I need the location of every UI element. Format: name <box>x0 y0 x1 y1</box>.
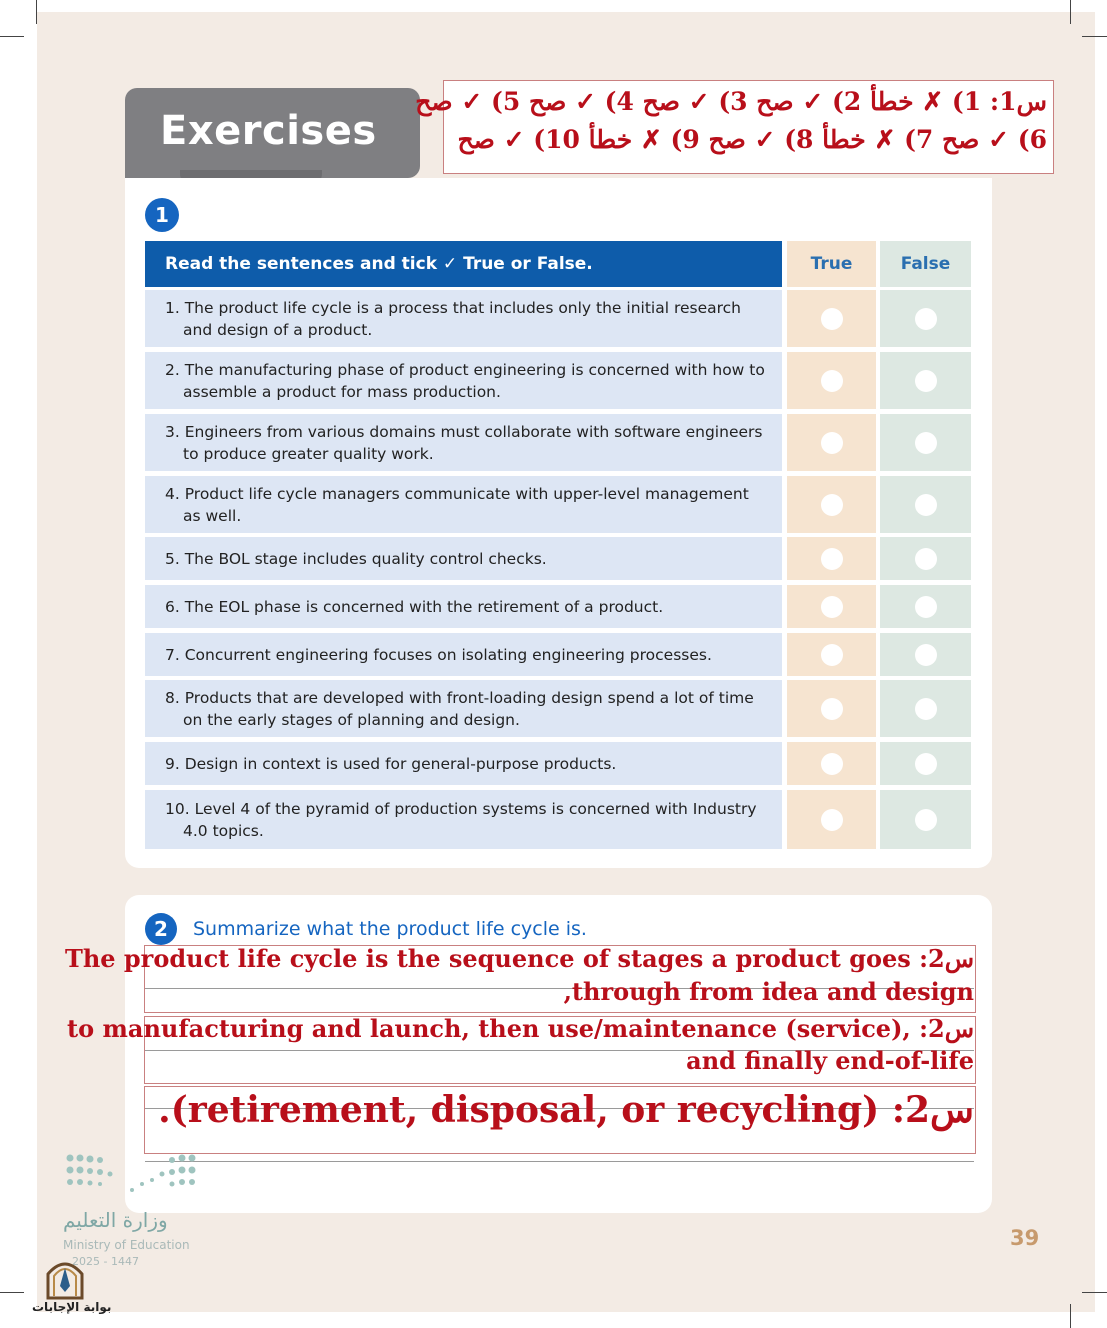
true-radio[interactable] <box>821 432 843 454</box>
true-radio[interactable] <box>821 698 843 720</box>
statement-row <box>145 680 782 737</box>
statement-row <box>145 537 782 580</box>
false-column-header: False <box>880 241 971 287</box>
answer-line: and finally end-of-life <box>686 1046 974 1075</box>
true-radio[interactable] <box>821 644 843 666</box>
ministry-name-ar: وزارة التعليم <box>63 1208 168 1232</box>
false-radio[interactable] <box>915 753 937 775</box>
statement-row <box>145 476 782 533</box>
false-cell <box>880 290 971 347</box>
statement-text: 4. Product life cycle managers communicate with upper-level management as well. <box>165 484 749 525</box>
ministry-years: 2025 - 1447 <box>72 1255 139 1268</box>
false-radio[interactable] <box>915 308 937 330</box>
true-cell <box>787 680 876 737</box>
true-cell <box>787 585 876 628</box>
statement-row <box>145 585 782 628</box>
true-radio[interactable] <box>821 548 843 570</box>
true-cell <box>787 790 876 849</box>
false-radio[interactable] <box>915 370 937 392</box>
false-cell <box>880 633 971 676</box>
answer-line: ,through from idea and design <box>563 977 974 1006</box>
portal-logo-icon <box>44 1256 86 1300</box>
answer-line: The product life cycle is the sequence of stages a product goes :س2 <box>64 944 974 973</box>
false-cell <box>880 537 971 580</box>
answer-line: to manufacturing and launch, then use/maintenance (service), :س2 <box>67 1014 974 1043</box>
statement-text: 6. The EOL phase is concerned with the retirement of a product. <box>165 597 664 616</box>
page-number: 39 <box>1010 1226 1040 1250</box>
writing-line <box>145 1161 974 1162</box>
crop-mark <box>1082 36 1107 37</box>
statement-row <box>145 633 782 676</box>
statement-text: 5. The BOL stage includes quality control checks. <box>165 549 547 568</box>
false-cell <box>880 680 971 737</box>
crop-mark <box>1082 1292 1107 1293</box>
exercise-number-badge: 1 <box>145 198 179 232</box>
section-title: Exercises <box>160 108 377 154</box>
statement-text: 10. Level 4 of the pyramid of production systems is concerned with Industry 4.0 topics. <box>165 799 757 840</box>
true-radio[interactable] <box>821 494 843 516</box>
crop-mark <box>0 1292 24 1293</box>
exercise-number-badge: 2 <box>145 913 177 945</box>
statement-text: 2. The manufacturing phase of product engineering is concerned with how to assemble a product for mass production. <box>165 360 765 401</box>
statement-row <box>145 352 782 409</box>
statement-text: 1. The product life cycle is a process that includes only the initial research and design of a product. <box>165 298 742 339</box>
statement-text: 3. Engineers from various domains must collaborate with software engineers to produce greater quality work. <box>165 422 763 463</box>
false-cell <box>880 476 971 533</box>
false-cell <box>880 585 971 628</box>
true-column-header: True <box>787 241 876 287</box>
true-cell <box>787 290 876 347</box>
false-radio[interactable] <box>915 548 937 570</box>
crop-mark <box>1070 0 1071 24</box>
false-cell <box>880 414 971 471</box>
true-radio[interactable] <box>821 596 843 618</box>
false-cell <box>880 742 971 785</box>
true-radio[interactable] <box>821 753 843 775</box>
statement-row <box>145 414 782 471</box>
false-radio[interactable] <box>915 644 937 666</box>
ministry-name-en: Ministry of Education <box>63 1238 190 1252</box>
false-radio[interactable] <box>915 809 937 831</box>
true-cell <box>787 633 876 676</box>
true-radio[interactable] <box>821 308 843 330</box>
statement-text: 8. Products that are developed with front-loading design spend a lot of time on the early stages of planning and design. <box>165 688 754 729</box>
ministry-logo-icon <box>62 1150 202 1198</box>
false-radio[interactable] <box>915 596 937 618</box>
true-radio[interactable] <box>821 809 843 831</box>
statement-text: 7. Concurrent engineering focuses on isolating engineering processes. <box>165 645 712 664</box>
answer-key-line: 6) ✓ صح 7) ✗ خطأ 8) ✓ صح 9) ✗ خطأ 10) ✓ صح <box>457 125 1047 154</box>
instruction-header: Read the sentences and tick ✓ True or False. <box>145 241 782 287</box>
crop-mark <box>36 0 37 24</box>
false-cell <box>880 790 971 849</box>
statement-row <box>145 790 782 849</box>
answer-key-line: س1: 1) ✗ خطأ 2) ✓ صح 3) ✓ صح 4) ✓ صح 5) ✓ صح <box>415 87 1047 116</box>
exercise-2-question: Summarize what the product life cycle is. <box>193 918 587 940</box>
true-radio[interactable] <box>821 370 843 392</box>
statement-row <box>145 290 782 347</box>
answer-key-box <box>415 80 1054 174</box>
statement-row <box>145 742 782 785</box>
false-cell <box>880 352 971 409</box>
statement-text: 9. Design in context is used for general-purpose products. <box>165 754 617 773</box>
true-cell <box>787 742 876 785</box>
portal-name: بوابة الإجابات <box>32 1300 112 1314</box>
crop-mark <box>0 36 24 37</box>
true-cell <box>787 476 876 533</box>
false-radio[interactable] <box>915 432 937 454</box>
true-cell <box>787 352 876 409</box>
false-radio[interactable] <box>915 698 937 720</box>
true-cell <box>787 537 876 580</box>
true-cell <box>787 414 876 471</box>
answer-line: .(retirement, disposal, or recycling) :س2 <box>158 1089 974 1131</box>
false-radio[interactable] <box>915 494 937 516</box>
crop-mark <box>1070 1304 1071 1328</box>
